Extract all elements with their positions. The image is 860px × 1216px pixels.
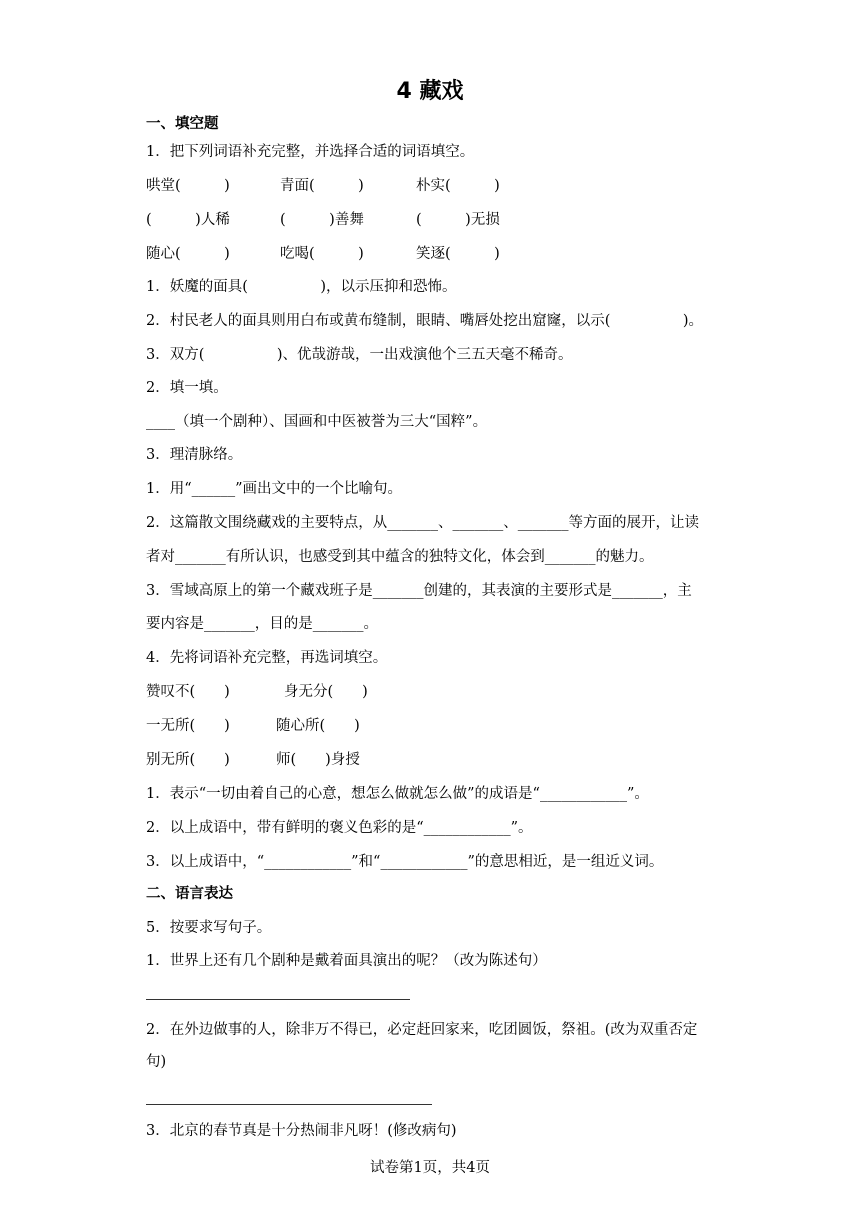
q1-word-1: 哄堂( ) <box>146 178 230 194</box>
q1-word-4: ( )人稀 <box>146 212 230 228</box>
q5-stem: 5．按要求写句子。 <box>146 920 272 936</box>
q4-word-5: 别无所( ) <box>146 752 230 768</box>
q4-word-6: 师( )身授 <box>276 752 360 768</box>
section2-heading: 二、语言表达 <box>146 886 233 902</box>
q5-sub3: 3．北京的春节真是十分热闹非凡呀！(修改病句) <box>146 1123 457 1139</box>
q4-word-4: 随心所( ) <box>276 718 360 734</box>
page-title: 4 藏戏 <box>396 79 464 104</box>
q1-sub1: 1．妖魔的面具( )，以示压抑和恐怖。 <box>146 279 457 295</box>
q1-word-8: 吃喝( ) <box>280 246 364 262</box>
q1-word-6: ( )无损 <box>416 212 500 228</box>
q1-word-3: 朴实( ) <box>416 178 500 194</box>
q3-sub3-line1: 3．雪域高原上的第一个藏戏班子是_______创建的，其表演的主要形式是_______，主 <box>146 583 692 599</box>
q2-line: ____（填一个剧种）、国画和中医被誉为三大“国粹”。 <box>146 414 488 430</box>
q4-word-2: 身无分( ) <box>284 684 368 700</box>
q1-stem: 1．把下列词语补充完整，并选择合适的词语填空。 <box>146 144 475 160</box>
q5-sub2-line2: 句) <box>146 1054 167 1070</box>
q4-sub3: 3．以上成语中，“____________”和“____________”的意思相近，是一组近义词。 <box>146 854 664 870</box>
q5-sub1: 1．世界上还有几个剧种是戴着面具演出的呢？（改为陈述句） <box>146 953 547 969</box>
q3-stem: 3．理清脉络。 <box>146 447 243 463</box>
section1-heading: 一、填空题 <box>146 116 219 132</box>
q1-word-9: 笑逐( ) <box>416 246 500 262</box>
q1-word-7: 随心( ) <box>146 246 230 262</box>
q4-word-3: 一无所( ) <box>146 718 230 734</box>
q1-word-5: ( )善舞 <box>280 212 364 228</box>
q3-sub1: 1．用“______”画出文中的一个比喻句。 <box>146 481 403 497</box>
q3-sub3-line2: 要内容是_______，目的是_______。 <box>146 616 378 632</box>
answer-line-2[interactable] <box>146 1104 432 1105</box>
q5-sub2-line1: 2．在外边做事的人，除非万不得已，必定赶回家来，吃团圆饭，祭祖。(改为双重否定 <box>146 1022 698 1038</box>
q3-sub2-line2: 者对_______有所认识，也感受到其中蕴含的独特文化，体会到_______的魅力。 <box>146 549 654 565</box>
q4-stem: 4．先将词语补充完整，再选词填空。 <box>146 650 388 666</box>
q1-word-2: 青面( ) <box>280 178 364 194</box>
answer-line-1[interactable] <box>146 999 410 1000</box>
q1-sub2: 2．村民老人的面具则用白布或黄布缝制，眼睛、嘴唇处挖出窟窿，以示( )。 <box>146 313 704 329</box>
q1-sub3: 3．双方( )、优哉游哉，一出戏演他个三五天毫不稀奇。 <box>146 347 573 363</box>
q4-sub1: 1．表示“一切由着自己的心意，想怎么做就怎么做”的成语是“____________”。 <box>146 786 649 802</box>
page-footer: 试卷第1页，共4页 <box>370 1160 490 1176</box>
q4-sub2: 2．以上成语中，带有鲜明的褒义色彩的是“____________”。 <box>146 820 533 836</box>
q3-sub2-line1: 2．这篇散文围绕藏戏的主要特点，从_______、_______、_______等方面的展开，让读 <box>146 515 699 531</box>
q4-word-1: 赞叹不( ) <box>146 684 230 700</box>
q2-stem: 2．填一填。 <box>146 380 228 396</box>
